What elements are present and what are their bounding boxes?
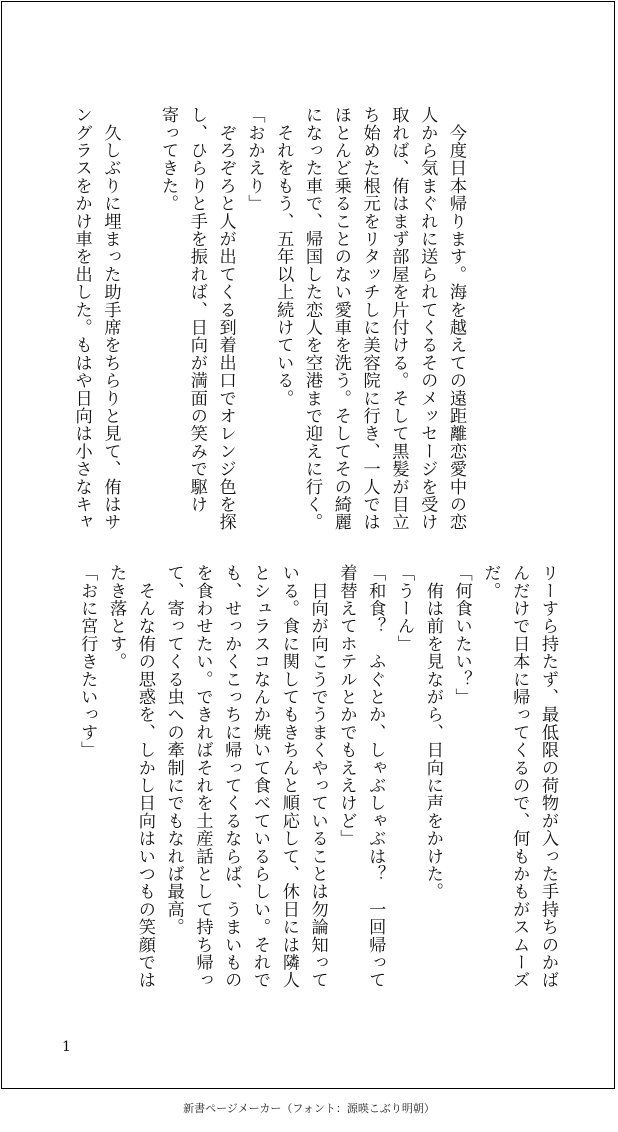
text-line: 取れば、侑はまず部屋を片付ける。そして黒髪が目立 [388,106,409,531]
text-line: し、ひらりと手を振れば、日向が満面の笑みで駆け [186,106,207,514]
text-line: んだけで日本に帰ってくるので、何もかもがスムーズ [509,564,530,989]
text-line: て、寄ってくる虫への牽制にでもなれば最高。 [163,564,184,936]
text-line: 今度日本帰ります。海を越えての遠距離恋愛中の恋 [446,106,466,531]
book-page [1,1,615,1089]
text-line: 「うーん」 [394,564,415,653]
text-line: 久しぶりに埋まった助手席をちらりと見て、侑はサ [100,106,121,531]
text-line: そんな侑の思惑を、しかし日向はいつもの笑顔では [134,564,155,989]
text-line: 「何食いたい？」 [451,564,472,706]
text-line: 着替えてホテルとかでもええけど」 [336,564,357,848]
text-line: 寄ってきた。 [158,106,179,213]
text-line: たき落とす。 [106,564,127,671]
text-line: ぞろぞろと人が出てくる到着出口でオレンジ色を探 [215,106,236,531]
footer-credit: 新書ページメーカー（フォント：源暎こぶり明朝） [183,1102,435,1115]
text-line: ほとんど乗ることのない愛車を洗う。そしてその綺麗 [330,106,351,531]
text-line: も、せっかくこっちに帰ってくるならば、うまいもの [221,564,242,989]
text-line: ち始めた根元をリタッチしに美容院に行き、一人では [359,106,380,531]
text-line: とシュラスコなんか焼いて食べているらしい。それで [250,564,271,989]
text-line: 日向が向こうでうまくやっていることは勿論知って [307,564,328,989]
text-line: を食わせたい。できればそれを土産話として持ち帰っ [192,564,213,989]
text-line: それをもう、五年以上続けている。 [273,106,294,407]
text-line: リーすら持たず、最低限の荷物が入った手持ちのかば [538,564,558,989]
text-line: だ。 [480,564,501,600]
text-block-bottom [72,564,562,1026]
text-line: ングラスをかけ車を出した。もはや日向は小さなキャ [71,106,92,531]
text-line: 「おに宮行きたいっす」 [77,564,98,759]
text-line: 侑は前を見ながら、日向に声をかけた。 [422,564,443,901]
text-block-top [67,106,470,531]
text-line: 「和食？ ふぐとか、しゃぶしゃぶは？ 一回帰って [365,564,386,989]
text-line [124,106,153,526]
text-line: いる。食に関してもきちんと順応して、休日には隣人 [278,564,299,989]
text-line: になった車で、帰国した恋人を空港まで迎えに行く。 [302,106,323,531]
text-line: 人から気まぐれに送られてくるそのメッセージを受け [417,106,438,531]
page-number: 1 [62,1039,71,1055]
text-line: 「おかえり」 [244,106,265,213]
